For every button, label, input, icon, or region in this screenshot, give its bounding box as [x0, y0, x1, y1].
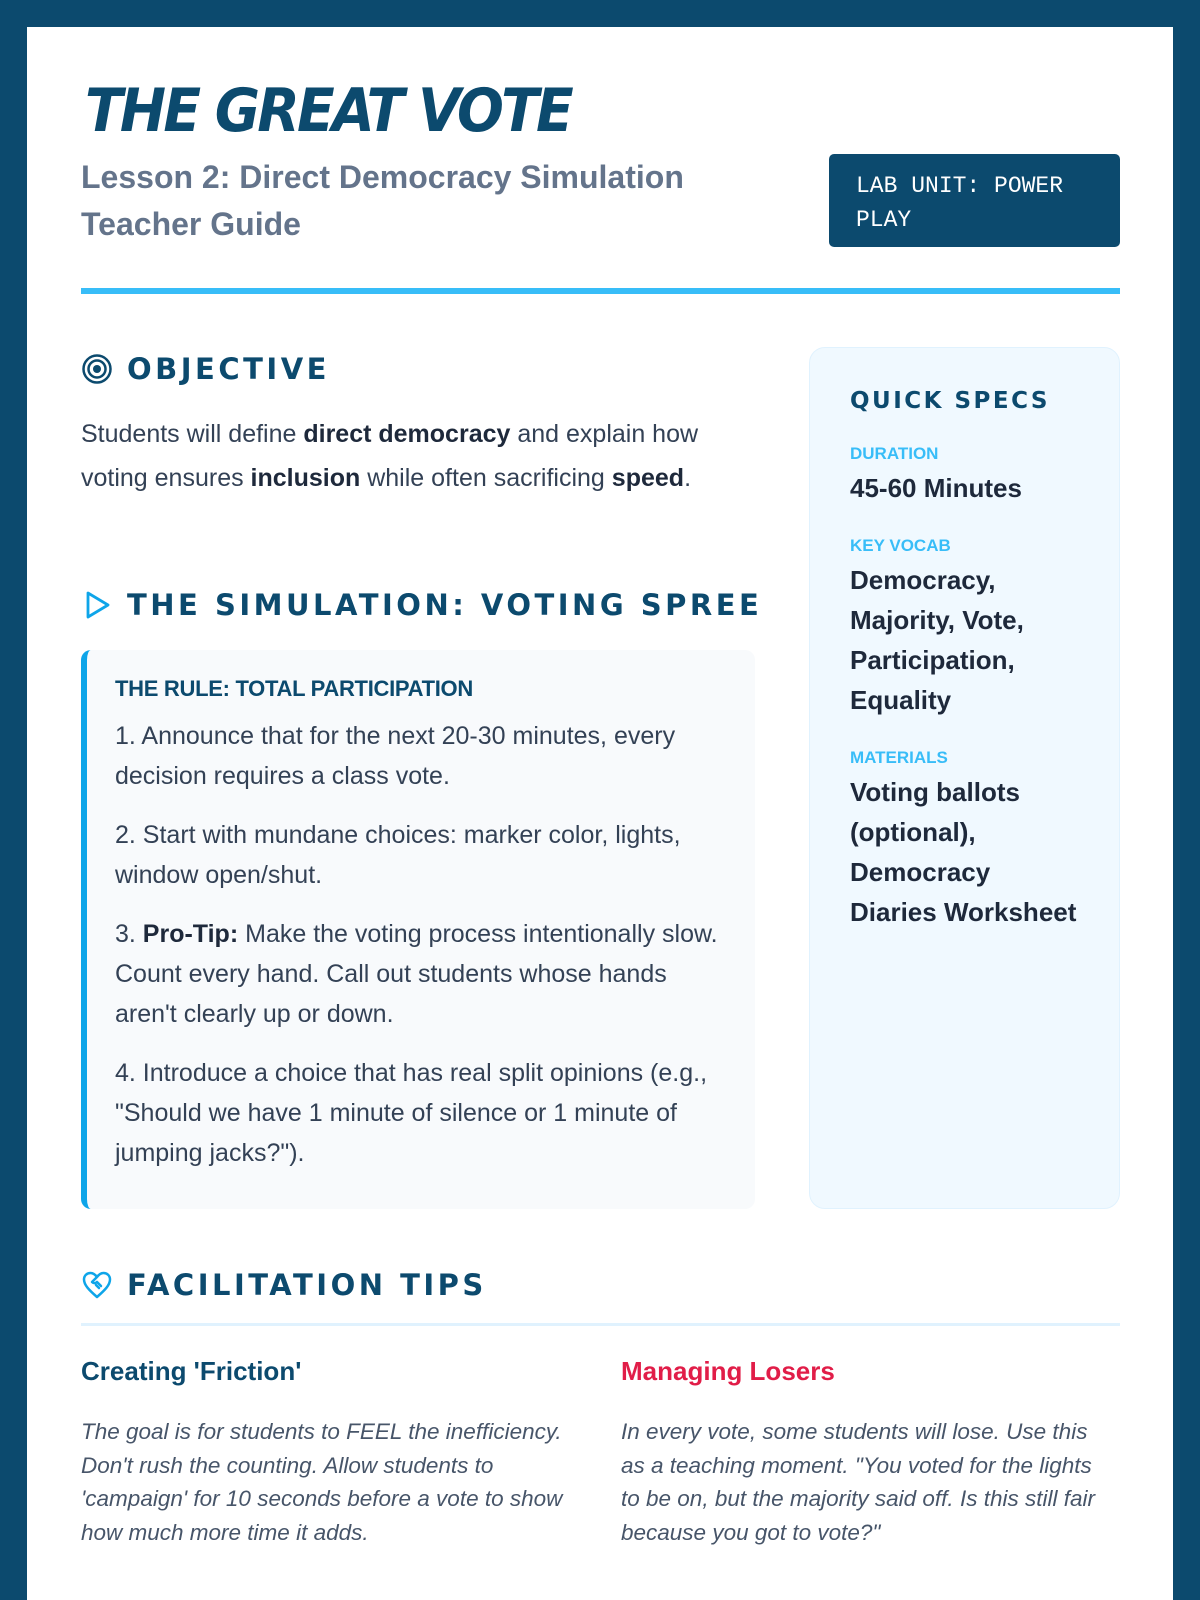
facilitation-divider [81, 1323, 1120, 1326]
rule-title: THE RULE: TOTAL PARTICIPATION [115, 676, 473, 701]
quick-specs-title: QUICK SPECS [850, 388, 1050, 414]
spec-value: Democracy, Majority, Vote, Participation, Equality [850, 565, 1024, 715]
tip-title: Managing Losers [621, 1356, 835, 1386]
target-icon [81, 353, 113, 385]
subtitle [81, 154, 761, 248]
tip-text: The goal is for students to FEEL the inefficiency. Don't rush the counting. Allow students to 'campaign' for 10 seconds before a vote to show how much more time it adds. [81, 1419, 563, 1545]
tip-managing-losers [621, 1356, 1111, 1549]
spec-label: MATERIALS [850, 748, 948, 767]
objective-text: Students will define direct democracy and explain how voting ensures inclusion while often sacrificing speed. [81, 420, 699, 492]
spec-value: 45-60 Minutes [850, 473, 1022, 503]
header-divider [81, 288, 1120, 294]
simulation-heading: THE SIMULATION: VOTING SPREE [81, 588, 762, 622]
spec-label: KEY VOCAB [850, 536, 951, 555]
tip-title: Creating 'Friction' [81, 1356, 302, 1386]
page-title: THE GREAT VOTE [85, 76, 572, 146]
step-item: 3. Pro-Tip: Make the voting process intentionally slow. Count every hand. Call out students whose hands aren't clearly up or down. [115, 920, 718, 1028]
subtitle-line-1: Lesson 2: Direct Democracy Simulation [81, 159, 684, 195]
step-item: 4. Introduce a choice that has real split opinions (e.g., "Should we have 1 minute of silence or 1 minute of jumping jacks?"). [115, 1059, 708, 1167]
step-item: 1. Announce that for the next 20-30 minutes, every decision requires a class vote. [115, 722, 676, 790]
subtitle-line-2: Teacher Guide [81, 206, 301, 242]
spec-value: Voting ballots (optional), Democracy Diaries Worksheet [850, 777, 1077, 927]
quick-specs-panel [809, 347, 1120, 1209]
tip-text: In every vote, some students will lose. Use this as a teaching moment. "You voted for the lights to be on, but the majority said off. Is this still fair because you got to vote?" [621, 1419, 1095, 1545]
facilitation-heading: FACILITATION TIPS [81, 1268, 487, 1302]
heart-handshake-icon [81, 1269, 113, 1301]
objective-heading: OBJECTIVE [81, 352, 330, 386]
play-icon [81, 589, 113, 621]
unit-badge: LAB UNIT: POWER PLAY [829, 154, 1120, 247]
tip-creating-friction [81, 1356, 571, 1549]
step-item: 2. Start with mundane choices: marker color, lights, window open/shut. [115, 821, 681, 889]
spec-label: DURATION [850, 444, 939, 463]
simulation-rule-box [81, 650, 755, 1209]
